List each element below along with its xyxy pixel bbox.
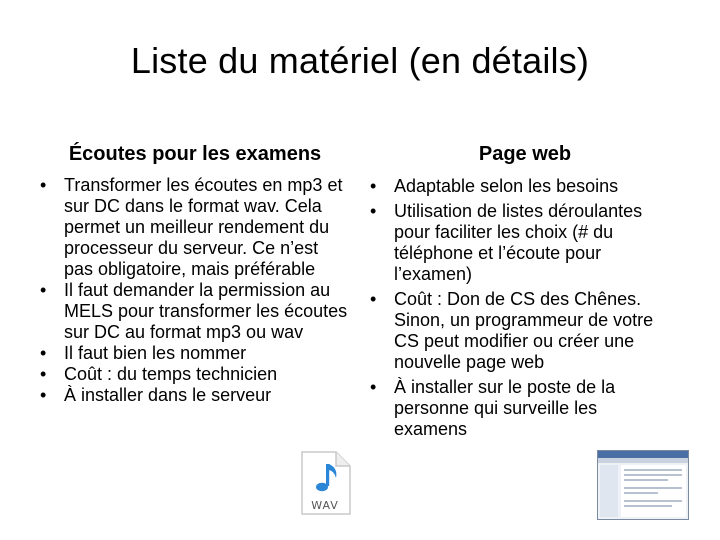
left-column-heading: Écoutes pour les examens: [68, 143, 322, 165]
text-line: [624, 487, 682, 489]
page-sidebar: [600, 465, 618, 517]
right-bullet-list: [364, 176, 664, 444]
left-bullet-list: [34, 175, 350, 406]
list-item: • Coût : du temps technicien: [34, 364, 350, 385]
wav-audio-file-icon[interactable]: [298, 450, 352, 516]
right-column-heading: Page web: [478, 143, 572, 165]
browser-toolbar: [598, 458, 688, 463]
file-type-label: WAV: [311, 499, 339, 512]
text-line: [624, 492, 658, 494]
text-line: [624, 474, 682, 476]
web-page-screenshot-thumbnail: [597, 450, 689, 520]
page-content-area: [621, 465, 686, 517]
list-item: • Il faut demander la permission au MELS pour transformer les écoutes sur DC au format mp3 ou wav: [34, 280, 350, 343]
text-line: [624, 500, 682, 502]
list-item: • À installer sur le poste de la personne qui surveille les examens: [364, 377, 664, 440]
text-line: [624, 469, 682, 471]
text-line: [624, 505, 672, 507]
list-item: • Adaptable selon les besoins: [364, 176, 664, 197]
slide-title: Liste du matériel (en détails): [130, 40, 590, 81]
list-item: • Coût : Don de CS des Chênes. Sinon, un programmeur de votre CS peut modifier ou créer une nouvelle page web: [364, 289, 664, 373]
list-item: • Transformer les écoutes en mp3 et sur DC dans le format wav. Cela permet un meilleur rendement du processeur du serveur. Ce n’est pas obligatoire, mais préférable: [34, 175, 350, 280]
text-line: [624, 479, 668, 481]
list-item: • Utilisation de listes déroulantes pour faciliter les choix (# du téléphone et l’écoute pour l’examen): [364, 201, 664, 285]
list-item: • À installer dans le serveur: [34, 385, 350, 406]
list-item: • Il faut bien les nommer: [34, 343, 350, 364]
window-title-bar: [598, 451, 688, 458]
